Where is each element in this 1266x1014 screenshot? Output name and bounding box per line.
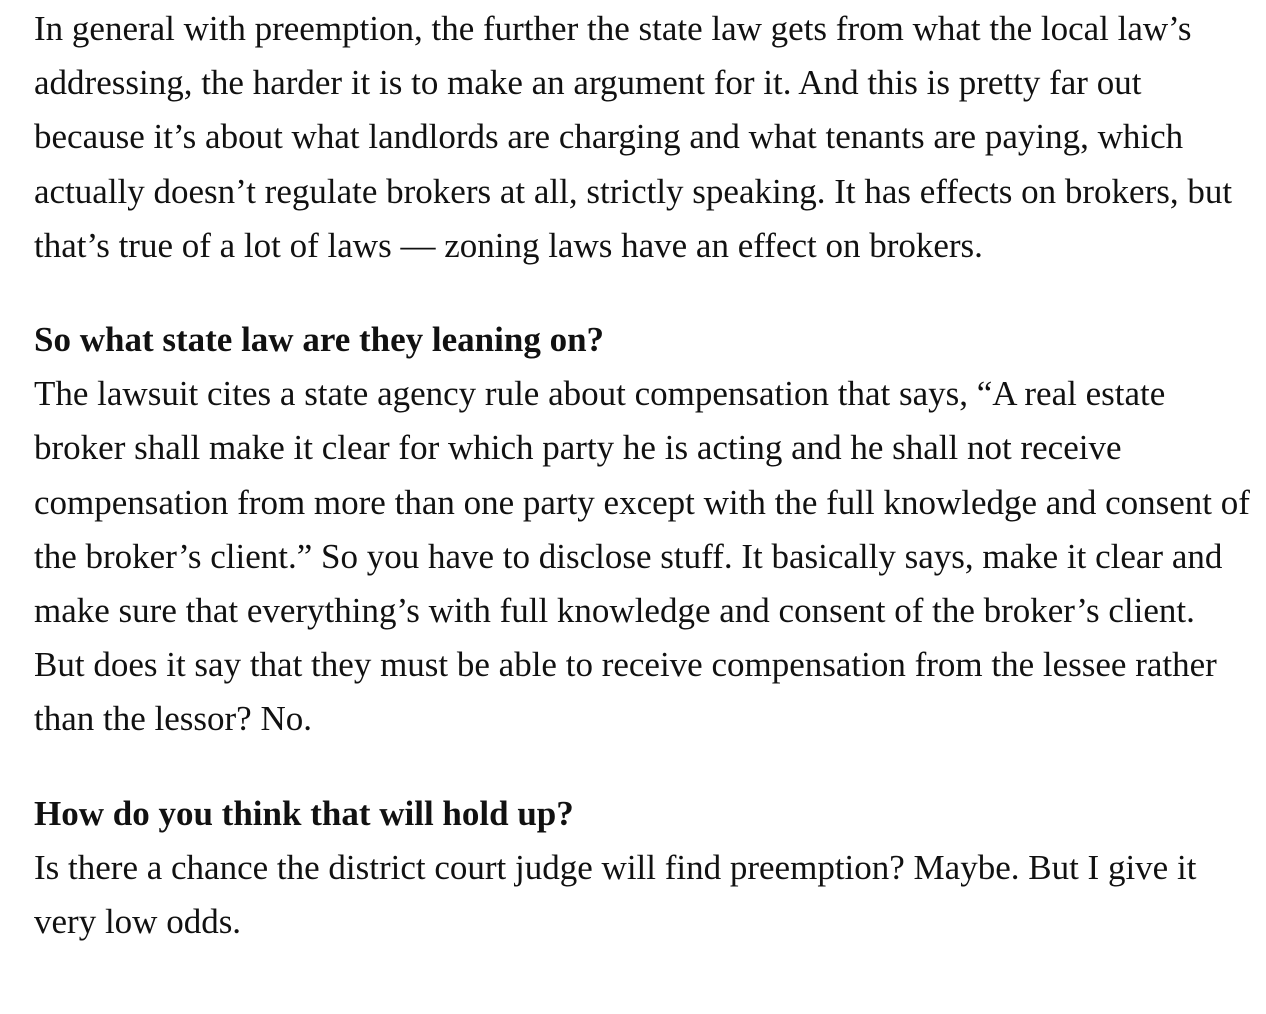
answer-hold-up: Is there a chance the district court judge will find preemption? Maybe. But I give it very low odds.: [34, 847, 1197, 942]
question-heading-hold-up: How do you think that will hold up?: [34, 793, 574, 833]
article-body: [34, 2, 1254, 949]
answer-state-law: The lawsuit cites a state agency rule about compensation that says, “A real estate broker shall make it clear for which party he is acting and he shall not receive compensation from more than one party except with the full knowledge and consent of the broker’s client.” So you have to disclose stuff. It basically says, make it clear and make sure that everything’s with full knowledge and consent of the broker’s client. But does it say that they must be able to receive compensation from the lessee rather than the lessor? No.: [34, 374, 1250, 739]
question-heading-state-law: So what state law are they leaning on?: [34, 320, 605, 360]
paragraph-preemption: In general with preemption, the further the state law gets from what the local law’s addressing, the harder it is to make an argument for it. And this is pretty far out because it’s about what landlords are charging and what tenants are paying, which actually doesn’t regulate brokers at all, strictly speaking. It has effects on brokers, but that’s true of a lot of laws — zoning laws have an effect on brokers.: [34, 9, 1233, 265]
